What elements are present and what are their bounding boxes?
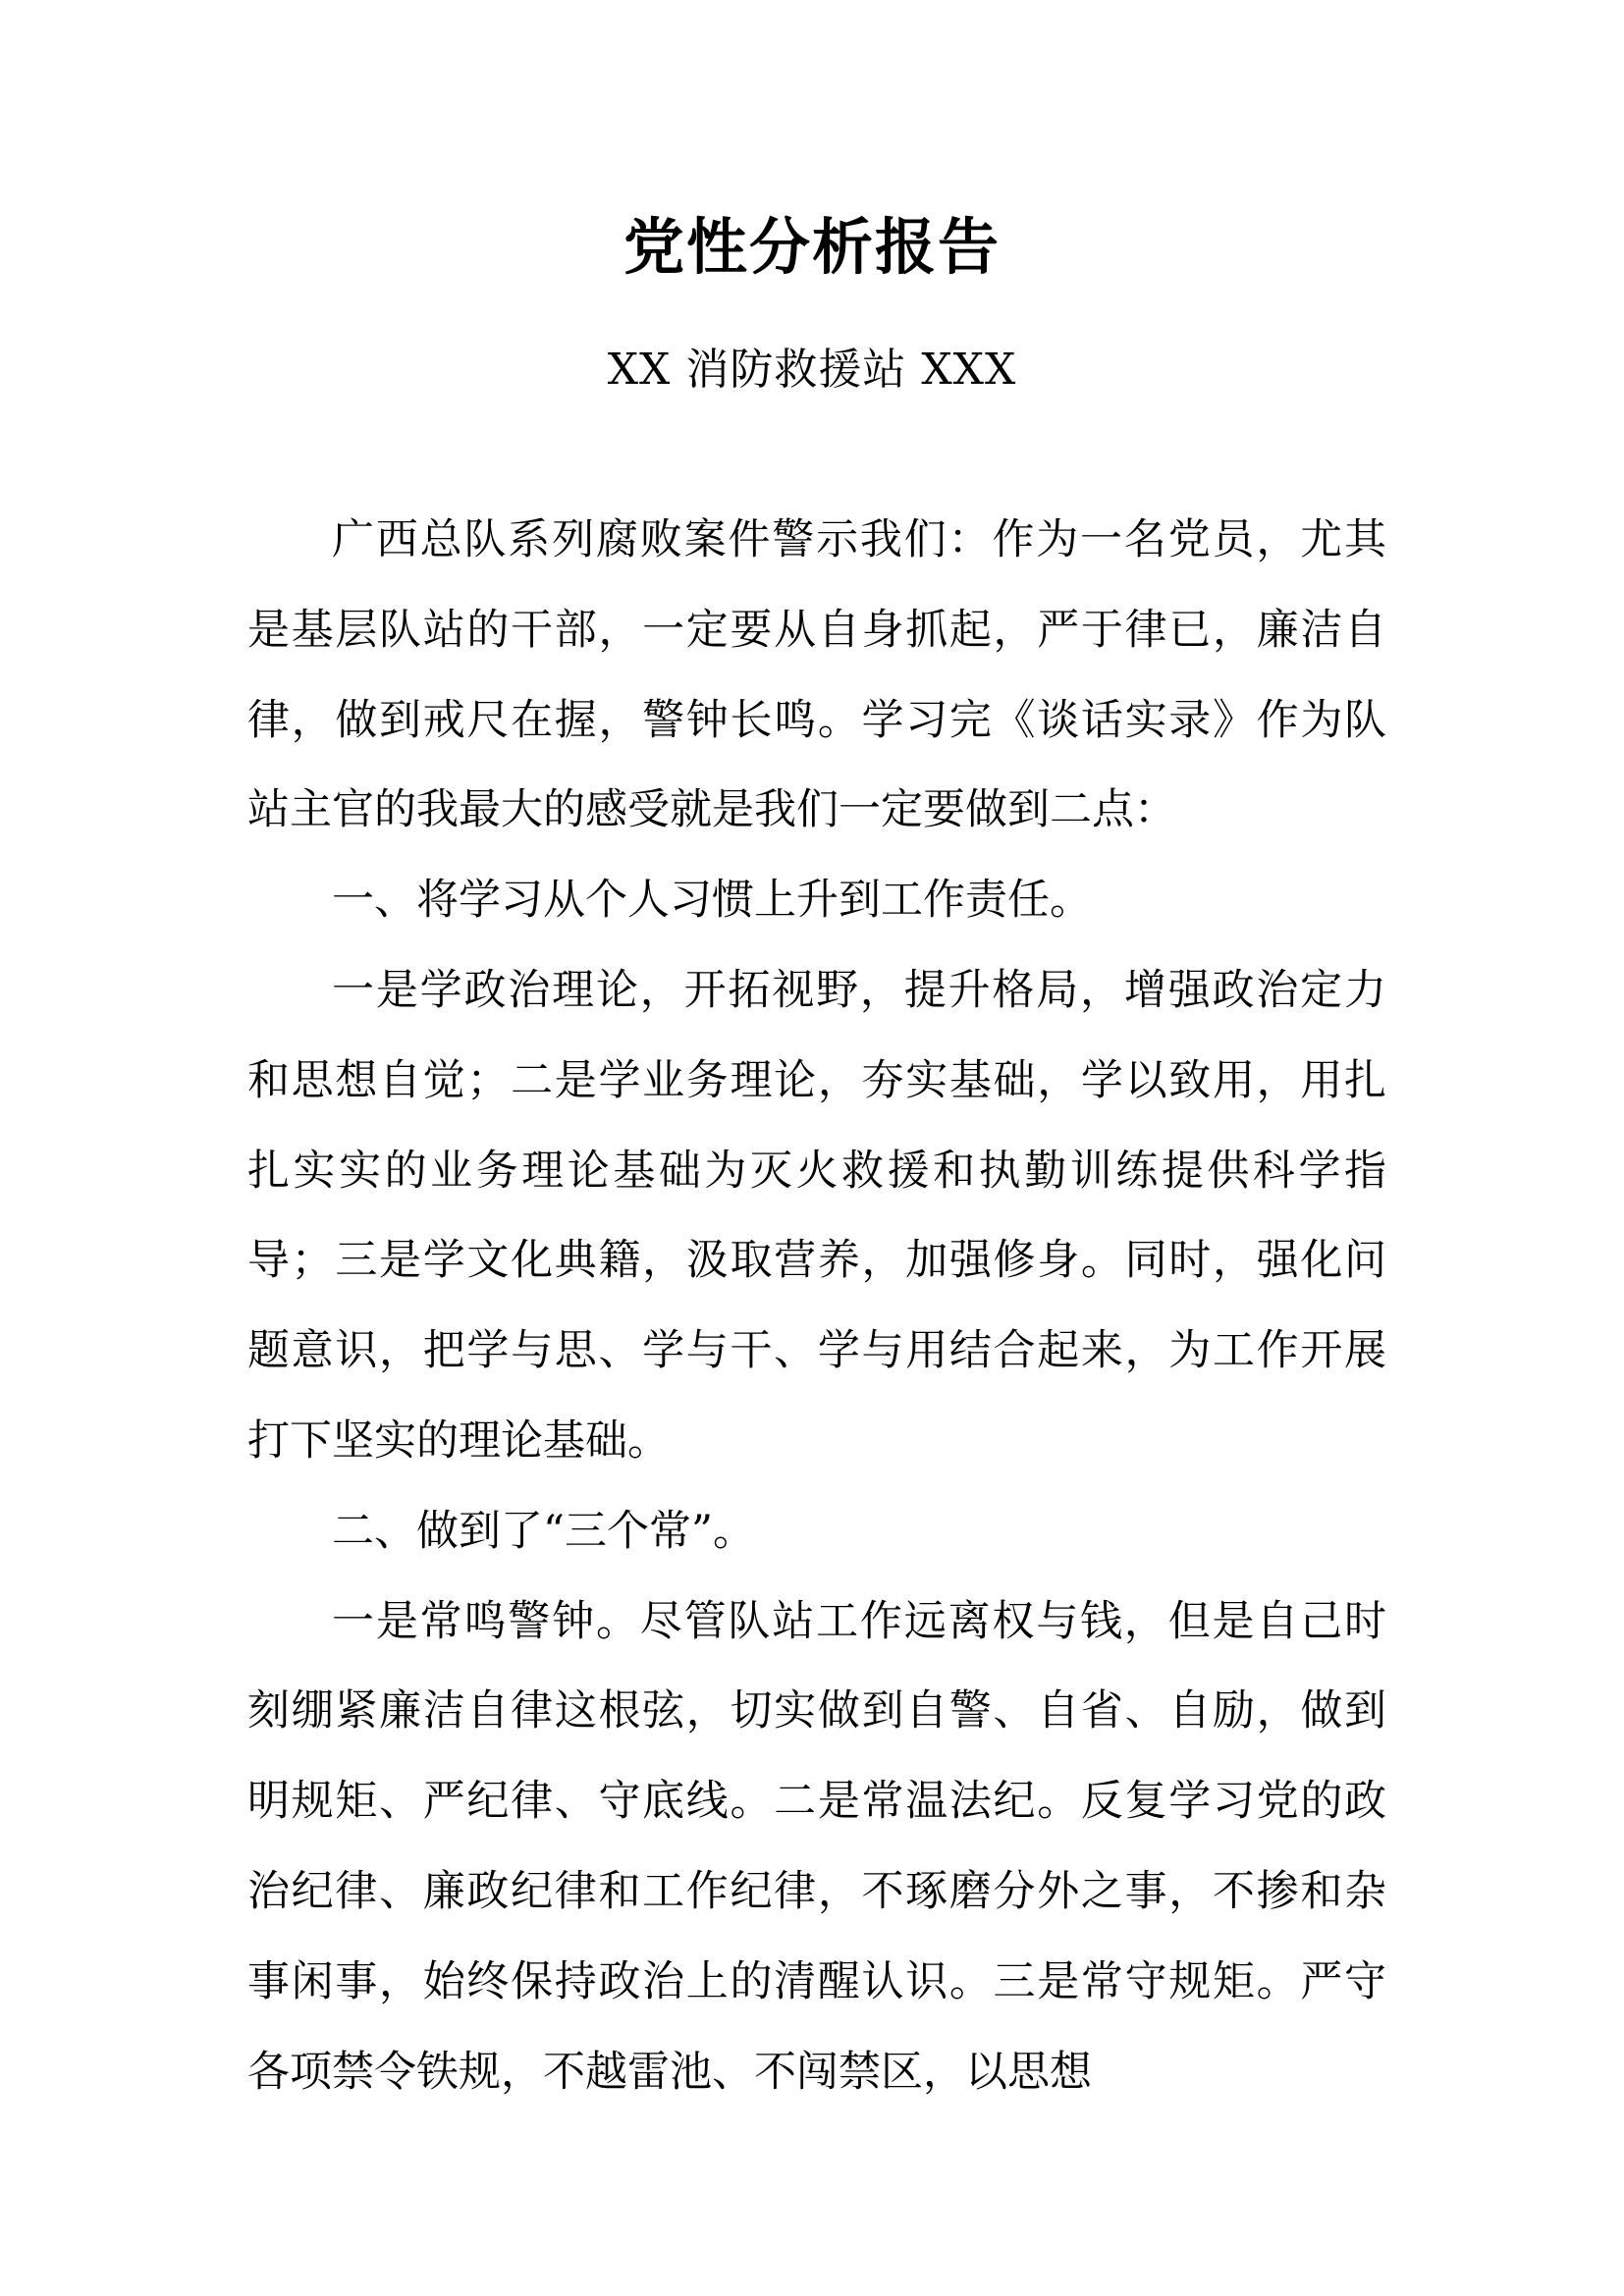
document-title: 党性分析报告 <box>623 211 1001 283</box>
document-byline: XX 消防救援站 XXX <box>607 345 1017 395</box>
paragraph-study: 一是学政治理论，开拓视野，提升格局，增强政治定力和思想自觉；二是学业务理论，夯实基础，学以致用，用扎扎实实的业务理论基础为灭火救援和执勤训练提供科学指导；三是学文化典籍，汲取营养，加强修身。同时，强化问题意识，把学与思、学与干、学与用结合起来，为工作开展打下坚实的理论基础。 <box>247 965 1386 1466</box>
paragraph-three-constants: 一是常鸣警钟。尽管队站工作远离权与钱，但是自己时刻绷紧廉洁自律这根弦，切实做到自警、自省、自励，做到明规矩、严纪律、守底线。二是常温法纪。反复学习党的政治纪律、廉政纪律和工作纪律，不琢磨分外之事，不掺和杂事闲事，始终保持政治上的清醒认识。三是常守规矩。严守各项禁令铁规，不越雷池、不闯禁区，以思想 <box>247 1596 1386 2097</box>
document-body <box>247 496 1386 2117</box>
paragraph-intro: 广西总队系列腐败案件警示我们：作为一名党员，尤其是基层队站的干部，一定要从自身抓起，严于律已，廉洁自律，做到戒尺在握，警钟长鸣。学习完《谈话实录》作为队站主官的我最大的感受就是我们一定要做到二点： <box>247 515 1386 835</box>
paragraph-heading-one: 一、将学习从个人习惯上升到工作责任。 <box>332 876 1092 926</box>
paragraph-heading-two: 二、做到了“三个常”。 <box>332 1506 755 1556</box>
